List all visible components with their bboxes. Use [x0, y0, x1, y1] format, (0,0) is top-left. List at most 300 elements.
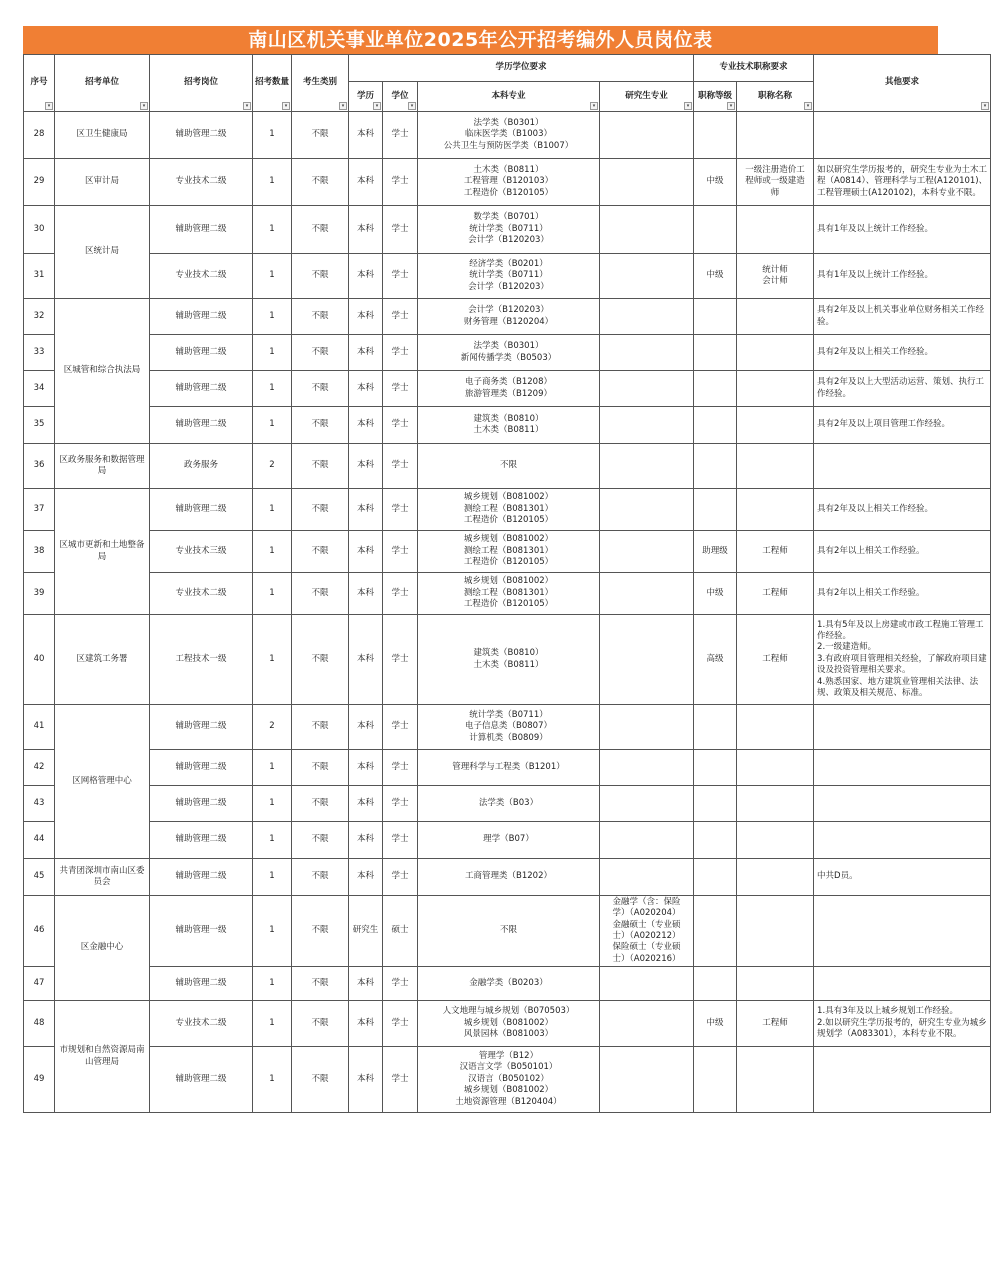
cell-seq[interactable]: 40	[24, 615, 55, 705]
cell-title-level[interactable]	[694, 859, 737, 896]
cell-seq[interactable]: 35	[24, 407, 55, 444]
cell-category[interactable]: 不限	[292, 967, 349, 1001]
header-edu[interactable]: 学历 ▾	[349, 82, 383, 112]
cell-category[interactable]: 不限	[292, 299, 349, 335]
cell-other[interactable]	[814, 299, 991, 335]
cell-unit[interactable]: 区网格管理中心	[55, 705, 150, 859]
filter-icon[interactable]: ▾	[590, 102, 598, 110]
filter-icon[interactable]: ▾	[408, 102, 416, 110]
cell-graduate[interactable]	[600, 444, 694, 489]
cell-graduate[interactable]	[600, 705, 694, 750]
cell-title-level[interactable]	[694, 786, 737, 822]
cell-other-line: 具有2年及以上相关工作经验。	[817, 503, 933, 514]
cell-graduate[interactable]	[600, 822, 694, 859]
cell-count[interactable]: 1	[253, 786, 292, 822]
cell-graduate[interactable]	[600, 299, 694, 335]
header-category[interactable]: 考生类别 ▾	[292, 55, 349, 112]
cell-post[interactable]: 专业技术二级	[150, 254, 253, 299]
cell-graduate[interactable]	[600, 407, 694, 444]
cell-title-name-line: 师	[770, 187, 780, 198]
cell-graduate[interactable]	[600, 206, 694, 254]
cell-edu[interactable]: 本科	[349, 531, 383, 573]
cell-seq[interactable]: 29	[24, 159, 55, 206]
cell-unit[interactable]: 区建筑工务署	[55, 615, 150, 705]
cell-bachelor-line: 工程造价（B120105）	[463, 557, 554, 568]
cell-count[interactable]: 1	[253, 371, 292, 407]
cell-other[interactable]	[814, 206, 991, 254]
header-count[interactable]: 招考数量 ▾	[253, 55, 292, 112]
cell-bachelor[interactable]	[418, 159, 600, 206]
cell-bachelor[interactable]	[418, 573, 600, 615]
filter-icon[interactable]: ▾	[282, 102, 290, 110]
cell-edu[interactable]: 本科	[349, 112, 383, 159]
cell-category[interactable]: 不限	[292, 159, 349, 206]
cell-title-level[interactable]: 高级	[694, 615, 737, 705]
cell-edu[interactable]: 本科	[349, 206, 383, 254]
cell-category[interactable]: 不限	[292, 206, 349, 254]
cell-bachelor[interactable]	[418, 1047, 600, 1113]
cell-count[interactable]: 1	[253, 896, 292, 967]
cell-degree[interactable]: 学士	[383, 206, 418, 254]
cell-other-line: 如以研究生学历报考的，研究生专业为土木工程（A0814）、管理科学与工程(A120101)、工程管理硕士(A120102)，本科专业不限。	[817, 164, 988, 198]
cell-other-line: 1.具有3年及以上城乡规划工作经验。	[817, 1006, 959, 1017]
cell-other[interactable]	[814, 371, 991, 407]
cell-unit[interactable]: 共青团深圳市南山区委员会	[55, 859, 150, 896]
cell-degree[interactable]: 学士	[383, 573, 418, 615]
cell-category[interactable]: 不限	[292, 531, 349, 573]
cell-bachelor[interactable]	[418, 112, 600, 159]
cell-degree[interactable]: 学士	[383, 407, 418, 444]
header-bachelor[interactable]: 本科专业 ▾	[418, 82, 600, 112]
cell-title-level[interactable]	[694, 489, 737, 531]
cell-degree[interactable]: 学士	[383, 444, 418, 489]
table-row	[24, 1001, 991, 1047]
cell-seq[interactable]: 42	[24, 750, 55, 786]
cell-title-name[interactable]	[737, 1047, 814, 1113]
header-other[interactable]: 其他要求 ▾	[814, 55, 991, 112]
cell-seq[interactable]: 41	[24, 705, 55, 750]
cell-other[interactable]	[814, 531, 991, 573]
cell-title-level[interactable]	[694, 822, 737, 859]
cell-title-name[interactable]	[737, 859, 814, 896]
filter-icon[interactable]: ▾	[804, 102, 812, 110]
cell-degree[interactable]: 学士	[383, 531, 418, 573]
cell-post[interactable]: 政务服务	[150, 444, 253, 489]
cell-unit[interactable]: 区城市更新和土地整备局	[55, 489, 150, 615]
cell-bachelor-line: 工程造价（B120105）	[463, 187, 554, 198]
cell-bachelor[interactable]	[418, 705, 600, 750]
table-row	[24, 896, 991, 967]
cell-post[interactable]: 专业技术二级	[150, 573, 253, 615]
cell-title-level[interactable]	[694, 705, 737, 750]
cell-title-level[interactable]	[694, 444, 737, 489]
cell-degree[interactable]: 学士	[383, 112, 418, 159]
cell-category[interactable]: 不限	[292, 615, 349, 705]
cell-post[interactable]: 辅助管理二级	[150, 822, 253, 859]
cell-graduate[interactable]	[600, 859, 694, 896]
cell-count[interactable]: 1	[253, 573, 292, 615]
header-unit[interactable]: 招考单位 ▾	[55, 55, 150, 112]
cell-title-name[interactable]	[737, 299, 814, 335]
cell-graduate[interactable]	[600, 112, 694, 159]
cell-category[interactable]: 不限	[292, 859, 349, 896]
cell-bachelor-line: 财务管理（B120204）	[463, 316, 554, 327]
cell-count[interactable]: 1	[253, 206, 292, 254]
cell-title-level[interactable]: 助理级	[694, 531, 737, 573]
cell-edu[interactable]: 本科	[349, 705, 383, 750]
cell-bachelor[interactable]	[418, 206, 600, 254]
cell-degree[interactable]: 硕士	[383, 896, 418, 967]
cell-bachelor[interactable]	[418, 967, 600, 1001]
cell-title-name[interactable]	[737, 1001, 814, 1047]
cell-title-name[interactable]	[737, 786, 814, 822]
cell-unit[interactable]: 区金融中心	[55, 896, 150, 1001]
cell-bachelor[interactable]	[418, 444, 600, 489]
cell-bachelor[interactable]	[418, 407, 600, 444]
cell-seq[interactable]: 37	[24, 489, 55, 531]
cell-title-level[interactable]: 中级	[694, 573, 737, 615]
filter-icon[interactable]: ▾	[243, 102, 251, 110]
cell-title-level[interactable]: 中级	[694, 159, 737, 206]
cell-post[interactable]: 辅助管理一级	[150, 896, 253, 967]
cell-post[interactable]: 辅助管理二级	[150, 750, 253, 786]
cell-other[interactable]	[814, 112, 991, 159]
cell-title-level[interactable]	[694, 1047, 737, 1113]
cell-degree[interactable]: 学士	[383, 371, 418, 407]
cell-post[interactable]: 辅助管理二级	[150, 859, 253, 896]
cell-seq[interactable]: 48	[24, 1001, 55, 1047]
cell-count[interactable]: 1	[253, 159, 292, 206]
cell-bachelor[interactable]	[418, 896, 600, 967]
cell-title-name[interactable]	[737, 967, 814, 1001]
cell-count[interactable]: 1	[253, 531, 292, 573]
cell-bachelor-line: 土木类（B0811）	[473, 164, 544, 175]
cell-count[interactable]: 2	[253, 705, 292, 750]
cell-title-name[interactable]	[737, 335, 814, 371]
cell-count[interactable]: 1	[253, 859, 292, 896]
header-title-name[interactable]: 职称名称 ▾	[737, 82, 814, 112]
filter-icon[interactable]: ▾	[45, 102, 53, 110]
cell-unit[interactable]: 市规划和自然资源局南山管理局	[55, 1001, 150, 1113]
cell-post[interactable]: 专业技术二级	[150, 1001, 253, 1047]
cell-edu[interactable]: 本科	[349, 299, 383, 335]
cell-degree[interactable]: 学士	[383, 254, 418, 299]
table-row	[24, 159, 991, 206]
cell-bachelor[interactable]	[418, 299, 600, 335]
cell-post[interactable]: 辅助管理二级	[150, 371, 253, 407]
filter-icon[interactable]: ▾	[981, 102, 989, 110]
cell-bachelor-line: 金融学类（B0203）	[469, 977, 548, 988]
cell-edu[interactable]: 本科	[349, 407, 383, 444]
cell-count[interactable]: 1	[253, 750, 292, 786]
header-graduate[interactable]: 研究生专业 ▾	[600, 82, 694, 112]
cell-unit[interactable]: 区政务服务和数据管理局	[55, 444, 150, 489]
filter-icon[interactable]: ▾	[140, 102, 148, 110]
cell-count[interactable]: 1	[253, 822, 292, 859]
cell-category[interactable]: 不限	[292, 254, 349, 299]
filter-icon[interactable]: ▾	[684, 102, 692, 110]
table-row	[24, 967, 991, 1001]
cell-graduate[interactable]	[600, 750, 694, 786]
cell-graduate[interactable]	[600, 967, 694, 1001]
cell-title-name[interactable]	[737, 573, 814, 615]
cell-seq[interactable]: 33	[24, 335, 55, 371]
cell-count[interactable]: 1	[253, 1001, 292, 1047]
cell-bachelor[interactable]	[418, 371, 600, 407]
cell-category[interactable]: 不限	[292, 786, 349, 822]
cell-degree[interactable]: 学士	[383, 489, 418, 531]
cell-count[interactable]: 1	[253, 1047, 292, 1113]
cell-title-level[interactable]	[694, 407, 737, 444]
cell-title-level[interactable]	[694, 896, 737, 967]
cell-edu[interactable]: 本科	[349, 371, 383, 407]
cell-edu[interactable]: 本科	[349, 444, 383, 489]
cell-graduate[interactable]	[600, 573, 694, 615]
cell-seq[interactable]: 49	[24, 1047, 55, 1113]
cell-bachelor[interactable]	[418, 786, 600, 822]
cell-title-name[interactable]	[737, 489, 814, 531]
cell-category[interactable]: 不限	[292, 1047, 349, 1113]
cell-seq[interactable]: 46	[24, 896, 55, 967]
cell-title-name[interactable]	[737, 444, 814, 489]
cell-degree[interactable]: 学士	[383, 859, 418, 896]
cell-unit[interactable]: 区审计局	[55, 159, 150, 206]
cell-seq[interactable]: 32	[24, 299, 55, 335]
cell-seq[interactable]: 44	[24, 822, 55, 859]
cell-category[interactable]: 不限	[292, 822, 349, 859]
cell-title-name[interactable]	[737, 254, 814, 299]
cell-count[interactable]: 2	[253, 444, 292, 489]
cell-edu[interactable]: 本科	[349, 1001, 383, 1047]
cell-post[interactable]: 专业技术三级	[150, 531, 253, 573]
cell-title-name[interactable]	[737, 705, 814, 750]
cell-title-level[interactable]	[694, 371, 737, 407]
cell-edu[interactable]: 本科	[349, 786, 383, 822]
cell-other[interactable]	[814, 896, 991, 967]
cell-post[interactable]: 辅助管理二级	[150, 489, 253, 531]
cell-count[interactable]: 1	[253, 967, 292, 1001]
cell-unit[interactable]: 区城管和综合执法局	[55, 299, 150, 444]
cell-title-name[interactable]	[737, 206, 814, 254]
cell-degree[interactable]: 学士	[383, 615, 418, 705]
cell-other[interactable]	[814, 444, 991, 489]
cell-degree[interactable]: 学士	[383, 705, 418, 750]
cell-graduate[interactable]	[600, 786, 694, 822]
cell-graduate[interactable]	[600, 531, 694, 573]
cell-degree[interactable]: 学士	[383, 335, 418, 371]
cell-edu[interactable]: 本科	[349, 859, 383, 896]
cell-post[interactable]: 辅助管理二级	[150, 335, 253, 371]
cell-edu[interactable]: 本科	[349, 335, 383, 371]
cell-post[interactable]: 辅助管理二级	[150, 786, 253, 822]
cell-bachelor[interactable]	[418, 254, 600, 299]
cell-category[interactable]: 不限	[292, 750, 349, 786]
cell-title-name[interactable]	[737, 896, 814, 967]
cell-degree[interactable]: 学士	[383, 967, 418, 1001]
cell-category[interactable]: 不限	[292, 573, 349, 615]
cell-post[interactable]: 工程技术一级	[150, 615, 253, 705]
header-degree[interactable]: 学位 ▾	[383, 82, 418, 112]
cell-other[interactable]	[814, 750, 991, 786]
cell-post[interactable]: 辅助管理二级	[150, 407, 253, 444]
cell-bachelor[interactable]	[418, 489, 600, 531]
cell-degree[interactable]: 学士	[383, 299, 418, 335]
cell-title-name[interactable]	[737, 750, 814, 786]
cell-degree[interactable]: 学士	[383, 822, 418, 859]
cell-seq[interactable]: 28	[24, 112, 55, 159]
cell-graduate[interactable]	[600, 159, 694, 206]
cell-category[interactable]: 不限	[292, 444, 349, 489]
cell-post[interactable]: 辅助管理二级	[150, 1047, 253, 1113]
cell-title-level[interactable]	[694, 750, 737, 786]
cell-category[interactable]: 不限	[292, 896, 349, 967]
cell-degree[interactable]: 学士	[383, 159, 418, 206]
filter-icon[interactable]: ▾	[373, 102, 381, 110]
cell-count[interactable]: 1	[253, 335, 292, 371]
cell-other-line: 2.如以研究生学历报考的，研究生专业为城乡规划学（A083301），本科专业不限。	[817, 1017, 987, 1040]
cell-other[interactable]	[814, 822, 991, 859]
cell-bachelor[interactable]	[418, 822, 600, 859]
cell-graduate[interactable]	[600, 489, 694, 531]
cell-category[interactable]: 不限	[292, 407, 349, 444]
cell-other[interactable]	[814, 254, 991, 299]
cell-bachelor[interactable]	[418, 335, 600, 371]
cell-edu[interactable]: 本科	[349, 489, 383, 531]
filter-icon[interactable]: ▾	[339, 102, 347, 110]
cell-post[interactable]: 辅助管理二级	[150, 299, 253, 335]
cell-unit[interactable]: 区统计局	[55, 206, 150, 299]
cell-seq[interactable]: 43	[24, 786, 55, 822]
cell-title-name-line: 工程师	[762, 653, 788, 664]
cell-other-line: 2.一级建造师。	[817, 642, 877, 653]
cell-bachelor-line: 建筑类（B0810）	[473, 648, 544, 659]
cell-count[interactable]: 1	[253, 299, 292, 335]
cell-title-name[interactable]	[737, 371, 814, 407]
cell-bachelor[interactable]	[418, 615, 600, 705]
cell-title-name[interactable]	[737, 159, 814, 206]
cell-other[interactable]	[814, 786, 991, 822]
cell-category[interactable]: 不限	[292, 489, 349, 531]
cell-bachelor[interactable]	[418, 750, 600, 786]
cell-seq[interactable]: 36	[24, 444, 55, 489]
cell-seq[interactable]: 31	[24, 254, 55, 299]
cell-other[interactable]	[814, 489, 991, 531]
cell-other[interactable]	[814, 159, 991, 206]
cell-edu[interactable]: 本科	[349, 573, 383, 615]
cell-seq[interactable]: 34	[24, 371, 55, 407]
cell-seq[interactable]: 38	[24, 531, 55, 573]
cell-title-name[interactable]	[737, 531, 814, 573]
cell-edu[interactable]: 本科	[349, 967, 383, 1001]
cell-bachelor[interactable]	[418, 531, 600, 573]
cell-seq[interactable]: 30	[24, 206, 55, 254]
cell-graduate[interactable]	[600, 254, 694, 299]
filter-icon[interactable]: ▾	[727, 102, 735, 110]
cell-title-level[interactable]: 中级	[694, 1001, 737, 1047]
cell-unit[interactable]: 区卫生健康局	[55, 112, 150, 159]
cell-seq[interactable]: 47	[24, 967, 55, 1001]
cell-degree[interactable]: 学士	[383, 750, 418, 786]
cell-title-name[interactable]	[737, 822, 814, 859]
cell-degree[interactable]: 学士	[383, 1001, 418, 1047]
cell-title-level[interactable]	[694, 335, 737, 371]
cell-count[interactable]: 1	[253, 254, 292, 299]
cell-graduate[interactable]	[600, 896, 694, 967]
cell-edu[interactable]: 本科	[349, 254, 383, 299]
cell-title-name[interactable]	[737, 112, 814, 159]
cell-post[interactable]: 辅助管理二级	[150, 967, 253, 1001]
table-row	[24, 371, 991, 407]
cell-bachelor-line: 汉语言（B050102）	[468, 1073, 549, 1084]
cell-graduate-line: 士）（A020212）	[612, 931, 681, 941]
cell-degree[interactable]: 学士	[383, 1047, 418, 1113]
cell-other[interactable]	[814, 335, 991, 371]
cell-title-level[interactable]	[694, 967, 737, 1001]
cell-other[interactable]	[814, 1001, 991, 1047]
cell-count[interactable]: 1	[253, 407, 292, 444]
cell-category[interactable]: 不限	[292, 705, 349, 750]
cell-title-level[interactable]	[694, 206, 737, 254]
cell-edu[interactable]: 本科	[349, 1047, 383, 1113]
cell-other[interactable]	[814, 615, 991, 705]
cell-post[interactable]: 辅助管理二级	[150, 112, 253, 159]
cell-count[interactable]: 1	[253, 489, 292, 531]
cell-edu[interactable]: 研究生	[349, 896, 383, 967]
cell-category[interactable]: 不限	[292, 112, 349, 159]
cell-graduate[interactable]	[600, 335, 694, 371]
header-title-level[interactable]: 职称等级 ▾	[694, 82, 737, 112]
cell-title-level[interactable]	[694, 299, 737, 335]
cell-edu[interactable]: 本科	[349, 159, 383, 206]
cell-bachelor[interactable]	[418, 859, 600, 896]
cell-post[interactable]: 辅助管理二级	[150, 206, 253, 254]
cell-bachelor[interactable]	[418, 1001, 600, 1047]
cell-title-name[interactable]	[737, 407, 814, 444]
cell-graduate[interactable]	[600, 615, 694, 705]
header-post[interactable]: 招考岗位 ▾	[150, 55, 253, 112]
cell-graduate[interactable]	[600, 371, 694, 407]
cell-post[interactable]: 专业技术二级	[150, 159, 253, 206]
cell-edu[interactable]: 本科	[349, 750, 383, 786]
cell-seq[interactable]: 39	[24, 573, 55, 615]
cell-edu[interactable]: 本科	[349, 615, 383, 705]
cell-other[interactable]	[814, 407, 991, 444]
cell-category[interactable]: 不限	[292, 1001, 349, 1047]
cell-category[interactable]: 不限	[292, 371, 349, 407]
cell-title-level[interactable]: 中级	[694, 254, 737, 299]
cell-other[interactable]	[814, 1047, 991, 1113]
cell-graduate[interactable]	[600, 1047, 694, 1113]
table-row	[24, 573, 991, 615]
cell-title-name-line: 工程师	[762, 587, 788, 598]
cell-title-level[interactable]	[694, 112, 737, 159]
cell-other[interactable]	[814, 967, 991, 1001]
header-seq[interactable]: 序号 ▾	[24, 55, 55, 112]
cell-other[interactable]	[814, 705, 991, 750]
cell-degree[interactable]: 学士	[383, 786, 418, 822]
cell-title-name-line: 程师或一级建造	[745, 176, 805, 187]
cell-count[interactable]: 1	[253, 112, 292, 159]
cell-other[interactable]	[814, 859, 991, 896]
cell-seq[interactable]: 45	[24, 859, 55, 896]
cell-title-name[interactable]	[737, 615, 814, 705]
cell-post[interactable]: 辅助管理二级	[150, 705, 253, 750]
cell-category[interactable]: 不限	[292, 335, 349, 371]
cell-count[interactable]: 1	[253, 615, 292, 705]
cell-graduate[interactable]	[600, 1001, 694, 1047]
cell-edu[interactable]: 本科	[349, 822, 383, 859]
cell-other[interactable]	[814, 573, 991, 615]
